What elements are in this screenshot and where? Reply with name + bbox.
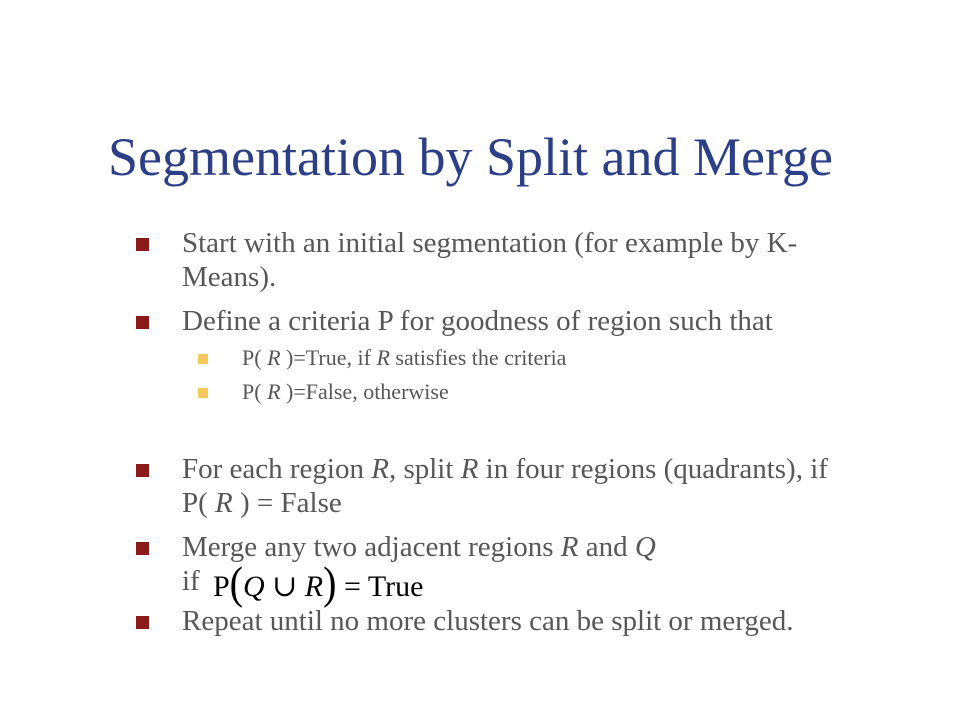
bullet-line: Define a criteria P for goodness of region such that xyxy=(182,305,773,337)
bullet-line: if P(Q ∪ R) = True xyxy=(182,556,424,609)
bullet-define-criteria xyxy=(182,304,912,338)
square-sub-bullet-icon xyxy=(198,388,208,398)
square-bullet-icon xyxy=(136,464,149,477)
square-bullet-icon xyxy=(136,542,149,555)
bullet-line: Merge any two adjacent regions R and Q xyxy=(182,531,656,563)
merge-condition-formula: P(Q ∪ R) = True xyxy=(212,556,424,609)
slide-title: Segmentation by Split and Merge xyxy=(108,127,833,187)
bullet-repeat xyxy=(182,604,912,638)
square-bullet-icon xyxy=(136,316,149,329)
bullet-line: Start with an initial segmentation (for example by K- xyxy=(182,227,798,259)
bullet-line: P( R ) = False xyxy=(182,487,342,519)
square-sub-bullet-icon xyxy=(198,354,208,364)
bullet-initial-segmentation xyxy=(182,226,912,294)
square-bullet-icon xyxy=(136,238,149,251)
bullet-line: For each region R, split R in four regions (quadrants), if xyxy=(182,453,828,485)
sub-bullet-false: P( R )=False, otherwise xyxy=(242,378,892,406)
bullet-merge-regions xyxy=(182,530,912,609)
square-bullet-icon xyxy=(136,616,149,629)
bullet-split-regions xyxy=(182,452,912,520)
sub-bullet-true: P( R )=True, if R satisfies the criteria xyxy=(242,344,892,372)
bullet-line: Repeat until no more clusters can be split or merged. xyxy=(182,605,794,637)
bullet-line: Means). xyxy=(182,261,277,293)
